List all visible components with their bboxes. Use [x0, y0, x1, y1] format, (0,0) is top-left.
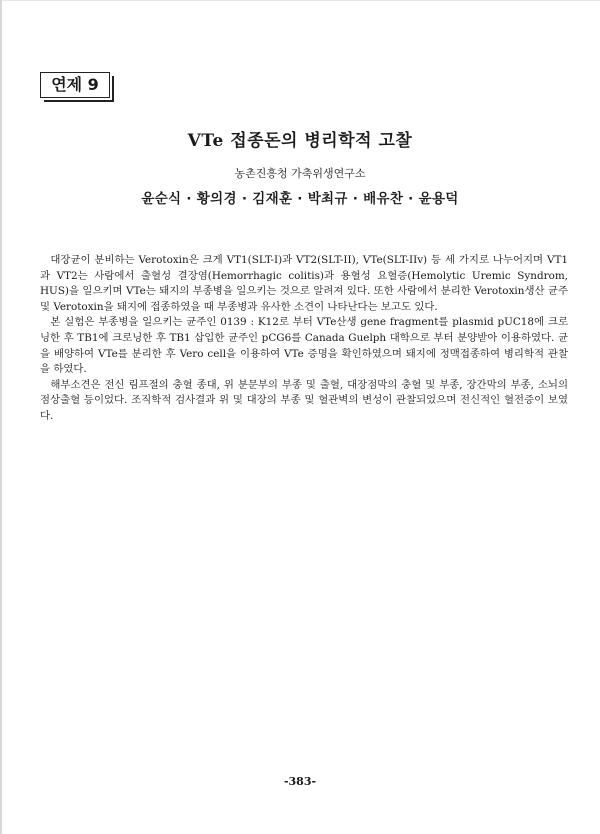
affiliation: 농촌진흥청 가축위생연구소 [234, 167, 366, 180]
session-label-box [40, 72, 110, 98]
abstract-body [40, 253, 568, 425]
session-label: 연제 9 [51, 75, 99, 94]
author-list: 윤순식 · 황의경 · 김재훈 · 박최규 · 배유찬 · 윤용덕 [141, 191, 459, 207]
page-number: -383- [283, 775, 317, 788]
paper-title: VTe 접종돈의 병리학적 고찰 [187, 131, 413, 151]
paragraph-3: 해부소견은 전신 림프절의 충혈 종대, 위 분문부의 부종 및 출혈, 대장점막의 충혈 및 부종, 장간막의 부종, 소뇌의 점상출혈 등이었다. 조직학적 검사결과 위 및 대장의 부종 및 혈관벽의 변성이 관찰되었으며 전신적인 혈전증이 보였다. [40, 378, 568, 422]
paragraph-2: 본 실험은 부종병을 일으키는 균주인 0139 : K12로 부터 VTe산생 gene fragment를 plasmid pUC18에 크로닝한 후 TB1에 크로닝한 후 TB1 삽입한 균주인 pCG6를 Canada Guelph 대학으로 부터 분양받아 이용하였다. 균을 배양하여 VTe를 분리한 후 Vero cell을 이용하여 VTe 증명을 확인하였으며 돼지에 정맥접종하여 병리학적 관찰을 하였다. [40, 316, 568, 376]
paragraph-1: 대장균이 분비하는 Verotoxin은 크게 VT1(SLT-I)과 VT2(SLT-II), VTe(SLT-IIv) 등 세 가지로 나누어지며 VT1과 VT2는 사람에서 출혈성 결장염(Hemorrhagic colitis)과 용혈성 요혈증(Hemolytic Uremic Syndrom, HUS)을 일으키며 VTe는 돼지의 부종병을 일으키는 것으로 알려져 있다. 또한 사람에서 분리한 Verotoxin생산 균주 및 Verotoxin을 돼지에 접종하였을 때 부종병과 유사한 소견이 나타난다는 보고도 있다. [40, 254, 568, 313]
